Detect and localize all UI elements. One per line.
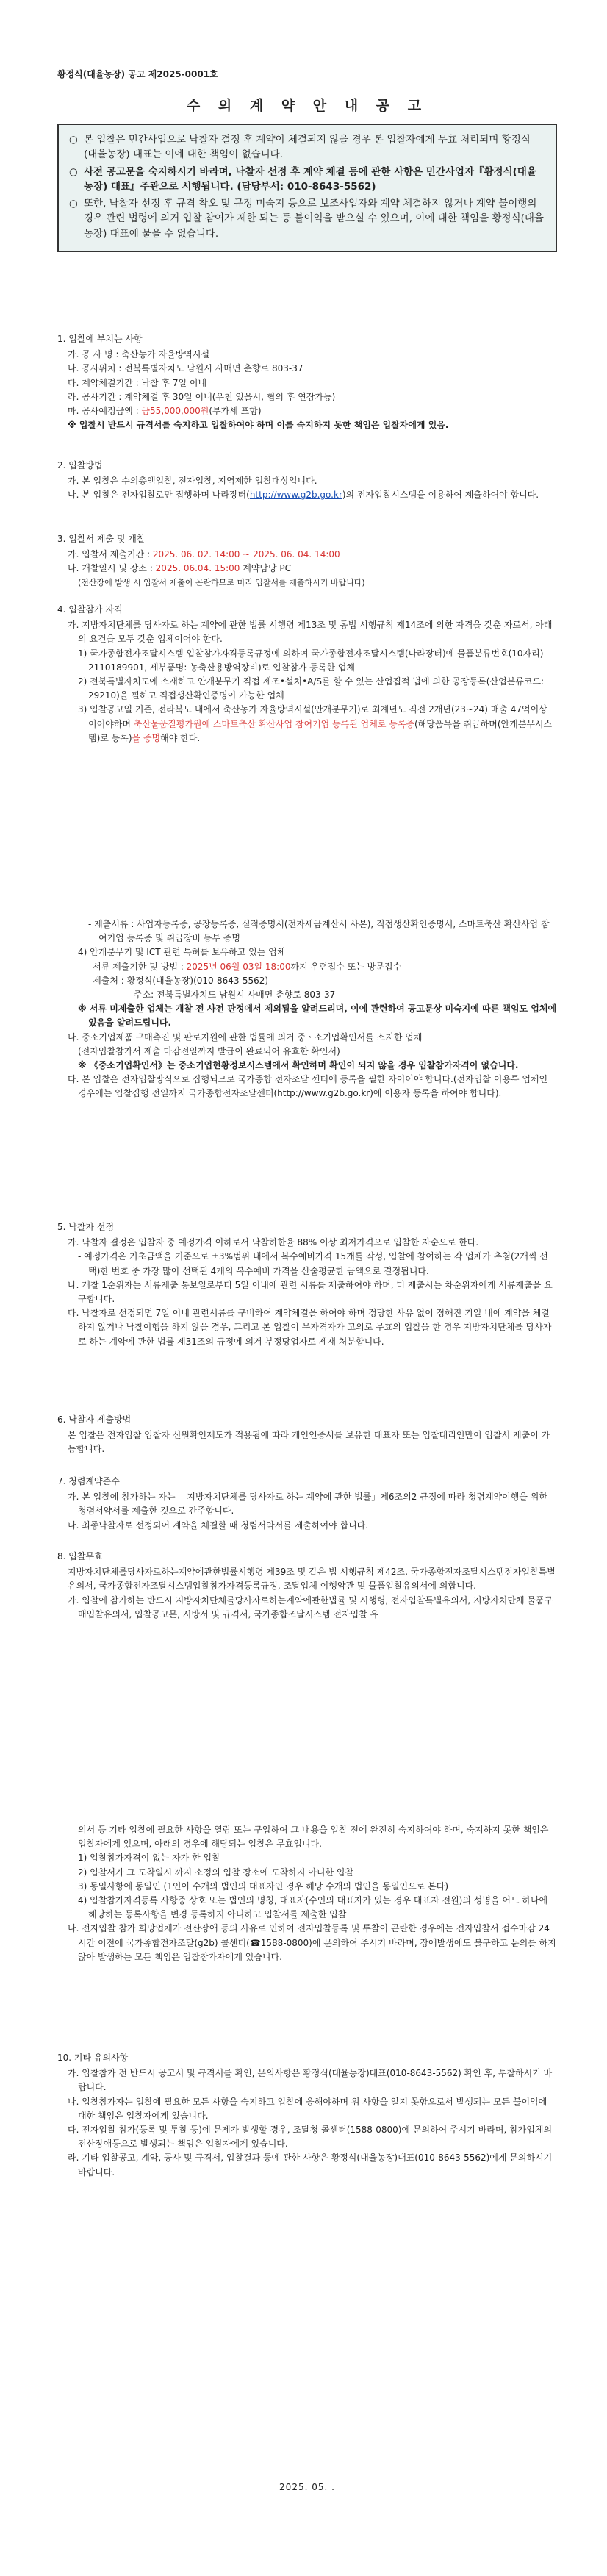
section-heading: 7. 청렴계약준수 [57,1476,120,1486]
section-1 [57,332,557,432]
section-line: 가. 입찰에 참가하는 반드시 지방자치단체를당사자로하는계약에관한법률 및 시행령, 전자입찰특별유의서, 지방자치단체 물품구매입찰유의서, 입찰공고문, 시방서 및 규격서, 국가종합조달시스템 전자입찰 유 [68,1595,553,1620]
budget-label: 마. 공사예정금액 : [68,405,142,416]
document-list: - 제출서류 : 사업자등록증, 공장등록증, 실적증명서(전자세금계산서 사본), 직접생산확인증명서, 스마트축산 확산사업 참여기업 등록증 및 취급장비 등부 증명 [88,919,550,944]
budget-tail: (부가세 포함) [209,405,262,416]
section-6 [57,1413,557,1457]
section-heading: 10. 기타 유의사항 [57,2053,129,2063]
section-text: 해야 한다. [160,732,201,743]
requirement-item: 1) 국가종합전자조달시스템 입찰참가자격등록규정에 의하여 국가종합전자조달시스템(나라장터)에 물품분류번호(10자리) 2110189901, 세부품명: 농축산용방역장비)로 입찰참가 등록한 업체 [78,648,544,673]
section-4 [57,603,557,745]
g2b-link[interactable]: http://www.g2b.go.kr [249,490,342,501]
section-note: (전자입찰참가서 제출 마감전일까지 발급이 완료되어 유효한 확인서) [78,1045,340,1056]
section-5 [57,1220,557,1349]
requirement-item: 4) 안개분무기 및 ICT 관련 특허를 보유하고 있는 업체 [78,947,286,958]
section-text: 가. 입찰서 제출기간 : [68,549,153,560]
warning-note: ※ 입찰시 반드시 규격서를 숙지하고 입찰하여야 하며 이를 숙지하지 못한 책임은 입찰자에게 있음. [68,420,449,431]
issue-date: 2025. 05. . [279,2482,335,2492]
section-line: 나. 입찰참가자는 입찰에 필요한 모든 사항을 숙지하고 입찰에 응해야하며 위 사항을 알지 못함으로서 발생되는 모든 불이익에 대한 책임은 입찰자에게 있습니다. [68,2096,547,2121]
section-text: - 서류 제출기한 및 방법 : [87,961,187,972]
section-line: 본 입찰은 전자입찰 입찰자 신원확인제도가 적용됨에 따라 개인인증서를 보유한 대표자 또는 입찰대리인만이 입찰서 제출이 가능합니다. [68,1430,550,1455]
section-heading: 6. 낙찰자 제출방법 [57,1414,132,1425]
section-line: 나. 최종낙찰자로 선정되어 계약을 체결할 때 청렴서약서를 제출하여야 합니다. [68,1520,369,1531]
notice-item [69,196,544,241]
section-heading: 8. 입찰무효 [57,1551,103,1561]
section-text: )의 전자입찰시스템을 이용하여 제출하여야 합니다. [342,490,539,501]
section-8 [57,1550,557,1622]
section-line: 가. 지방자치단체를 당사자로 하는 계약에 관한 법률 시행령 제13조 및 동법 시행규칙 제14조에 의한 자격을 갖춘 자로서, 아래의 요건을 모두 갖춘 업체이어야 한다. [68,620,553,645]
section-heading: 2. 입찰방법 [57,460,103,471]
section-line: - 제출처 : 황정식(대율농장)(010-8643-5562) [87,975,269,986]
section-4-continued [57,917,557,1101]
opening-time: 2025. 06.04. 15:00 [155,563,240,574]
section-line: 나. 중소기업제품 구매촉진 및 판로지원에 관한 법률에 의거 중ㆍ소기업확인서를 소지한 업체 [68,1031,423,1042]
section-3 [57,532,557,589]
section-note: (전산장애 발생 시 입찰서 제출이 곤란하므로 미리 입찰서를 제출하시기 바랍니다) [78,577,365,587]
section-10 [57,2051,557,2180]
notice-item [69,165,544,195]
circle-bullet-icon: ○ [69,134,78,146]
section-line: 나. 공사위치 : 전북특별자치도 남원시 사매면 춘향로 803-37 [68,363,304,374]
highlight-text: 축산물품질평가원에 스마트축산 확산사업 참여기업 등록된 업체로 등록증 [133,718,415,729]
notice-text: 또한, 낙찰자 선정 후 규격 착오 및 규정 미숙지 등으로 보조사업자와 계약 체결하지 않거나 계약 불이행의 경우 관련 법령에 의거 입찰 참여가 제한 되는 등 불이익을 받으실 수 있으며, 이에 대한 책임을 황정식(대율농장) 대표에 물을 수 없습니다. [84,198,544,240]
section-line [57,562,557,576]
section-2 [57,459,557,503]
section-line: 가. 공 사 명 : 축산농가 자율방역시설 [68,349,210,360]
section-line [57,488,557,502]
section-line: 주소: 전북특별자치도 남원시 사매면 춘향로 803-37 [134,989,336,1000]
budget-amount: 금55,000,000원 [141,405,209,416]
submission-period: 2025. 06. 02. 14:00 ~ 2025. 06. 04. 14:00 [152,549,340,560]
section-line: 지방자치단체를당사자로하는계약에관한법률시행령 제39조 및 같은 법 시행규칙 제42조, 국가종합전자조달시스템전자입찰특별유의서, 국가종합전자조달시스템입찰참가자격등록규정, 조달업체 이행약관 및 물품입찰유의서에 의합니다. [68,1567,556,1592]
section-line: 나. 전자입찰 참가 희망업체가 전산장애 등의 사유로 인하여 전자입찰등록 및 투찰이 곤란한 경우에는 전자입찰서 접수마감 24시간 이전에 국가종합전자조달(g2b) 콜센터(☎1588-0800)에 문의하여 주시기 바라며, 장애발생에도 불구하고 문의를 하지 않아 발생하는 모든 책임은 입찰참가자에게 있습니다. [68,1923,556,1962]
warning-note: ※ 서류 미제출한 업체는 개찰 전 사전 판정에서 제외됨을 알려드리며, 이에 관련하여 공고문상 미숙지에 따른 책임도 업체에 있음을 알려드립니다. [78,1003,557,1028]
section-heading: 5. 낙찰자 선정 [57,1222,115,1232]
section-line: 라. 기타 입찰공고, 계약, 공사 및 규격서, 입찰결과 등에 관한 사항은 황정식(대율농장)대표(010-8643-5562)에게 문의하시기 바랍니다. [68,2153,553,2178]
section-7 [57,1475,557,1533]
section-text: 까지 우편접수 또는 방문접수 [290,961,402,972]
section-text: 나. 본 입찰은 전자입찰로만 집행하며 나라장터( [68,490,250,501]
section-line: 다. 낙찰자로 선정되면 7일 이내 관련서류를 구비하여 계약체결을 하여야 하며 정당한 사유 없이 정해진 기일 내에 계약을 체결하지 않거나 낙찰이행을 하지 않을 경우, 그리고 본 입찰이 무자격자가 고의로 무효의 입찰을 한 경우 지방자치단체를 당사자로 하는 계약에 관한 법률 제31조의 규정에 의거 부정당업자로 제재 처분합니다. [68,1308,552,1347]
deadline-text: 2025년 06월 03일 18:00 [186,961,291,972]
section-note: - 예정가격은 기초금액을 기준으로 ±3%범위 내에서 복수예비가격 15개를 작성, 입찰에 참여하는 각 업체가 추첨(2개씩 선택)한 번호 중 가장 많이 선택된 4개의 복수예비 가격을 산술평균한 금액으로 결정됩니다. [78,1251,548,1276]
section-line: 가. 입찰참가 전 반드시 공고서 및 규격서를 확인, 문의사항은 황정식(대율농장)대표(010-8643-5562) 확인 후, 투찰하시기 바랍니다. [68,2068,553,2093]
invalid-item: 1) 입찰참가자격이 없는 자가 한 입찰 [78,1853,220,1864]
section-line: 가. 본 입찰은 수의총액입찰, 전자입찰, 지역제한 입찰대상입니다. [68,476,317,487]
notice-number: 황정식(대율농장) 공고 제2025-0001호 [57,69,218,79]
notice-text: 사전 공고문을 숙지하시기 바라며, 낙찰자 선정 후 계약 체결 등에 관한 사항은 민간사업자『황정식(대율농장) 대표』주관으로 시행됩니다. (담당부서: 010-8643-5562) [84,165,536,193]
highlight-text: 을 증명 [132,732,161,743]
notice-box [57,124,557,252]
page-title: 수 의 계 약 안 내 공 고 [186,98,428,114]
warning-note: ※ 《중소기업확인서》는 중소기업현황정보시스템에서 확인하며 확인이 되지 않을 경우 입찰참가자격이 없습니다. [78,1059,519,1070]
notice-text: 본 입찰은 민간사업으로 낙찰자 결정 후 계약이 체결되지 않을 경우 본 입찰자에게 무효 처리되며 황정식(대율농장) 대표는 이에 대한 책임이 없습니다. [84,134,531,161]
requirement-item [57,703,557,745]
section-text: 계약담당 PC [240,563,292,574]
section-line: 다. 본 입찰은 전자입찰방식으로 집행되므로 국가종합 전자조달 센터에 등록을 필한 자이어야 합니다.(전자입찰 이용특 업체인 경우에는 입찰집행 전일까지 국가종합전자조달센터(http://www.g2b.go.kr)에 이용자 등록을 하여야 합니다). [68,1074,548,1099]
section-8-continued [57,1823,557,1964]
section-line [57,548,557,562]
circle-bullet-icon: ○ [69,165,78,178]
section-heading: 1. 입찰에 부치는 사항 [57,334,143,344]
section-text: (해당품목을 취급하며(안개분무시스템)로 등록) [88,718,553,743]
section-line: 다. 계약체결기간 : 낙찰 후 7일 이내 [68,377,207,388]
section-heading: 3. 입찰서 제출 및 개찰 [57,534,146,544]
section-line [57,960,557,974]
notice-item [69,132,544,162]
section-line: 의서 등 기타 입찰에 필요한 사항을 열람 또는 구입하여 그 내용을 입찰 전에 완전히 숙지하여야 하며, 숙지하지 못한 책임은 입찰자에게 있으며, 아래의 경우에 해당되는 입찰은 무효입니다. [78,1825,549,1850]
section-line: 다. 전자입찰 참가(등록 및 투찰 등)에 문제가 발생할 경우, 조달청 콜센터(1588-0800)에 문의하여 주시기 바라며, 참가업체의 전산장애등으로 발생되는 책임은 입찰자에게 있습니다. [68,2124,553,2150]
invalid-item: 3) 동일사항에 동일인 (1인이 수개의 법인의 대표자인 경우 해당 수개의 법인을 동일인으로 본다) [78,1881,448,1892]
budget-line [57,404,557,418]
section-line: 라. 공사기간 : 계약체결 후 30일 이내(우천 있을시, 협의 후 연장가능) [68,391,336,402]
section-heading: 4. 입찰참가 자격 [57,604,123,615]
section-line: 가. 낙찰자 결정은 입찰자 중 예정가격 이하로서 낙찰하한율 88% 이상 최저가격으로 입찰한 자순으로 한다. [68,1237,479,1248]
section-text: 나. 개찰일시 및 장소 : [68,563,156,574]
section-line: 가. 본 입찰에 참가하는 자는 「지방자치단체를 당사자로 하는 계약에 관한 법률」제6조의2 규정에 따라 청렴계약이행을 위한 청렴서약서를 제출한 것으로 간주합니다. [68,1492,547,1517]
section-line: 나. 개찰 1순위자는 서류제출 통보일로부터 5일 이내에 관련 서류를 제출하여야 하며, 미 제출시는 차순위자에게 서류제출을 요구합니다. [68,1279,553,1304]
section-text: 3) 입찰공고일 기준, 전라북도 내에서 축산농가 자율방역시설(안개분무기)로 최계년도 직전 2개년(23~24) 매출 47억이상 이어야하며 [78,704,547,729]
requirement-item: 2) 전북특별자치도에 소재하고 안개분무기 직접 제조•설치•A/S를 할 수 있는 산업집적 법에 의한 공장등록(산업분류코드: 29210)을 필하고 직접생산확인증명이 가능한 업체 [78,676,545,701]
invalid-item: 4) 입찰참가자격등록 사항중 상호 또는 법인의 명칭, 대표자(수인의 대표자가 있는 경우 대표자 전원)의 성명을 어느 하나에 해당하는 등록사항을 변경 등록하지 아니하고 입찰서를 제출한 입찰 [78,1895,548,1920]
invalid-item: 2) 입찰서가 그 도착일시 까지 소정의 입찰 장소에 도착하지 아니한 입찰 [78,1867,354,1878]
circle-bullet-icon: ○ [69,198,78,210]
